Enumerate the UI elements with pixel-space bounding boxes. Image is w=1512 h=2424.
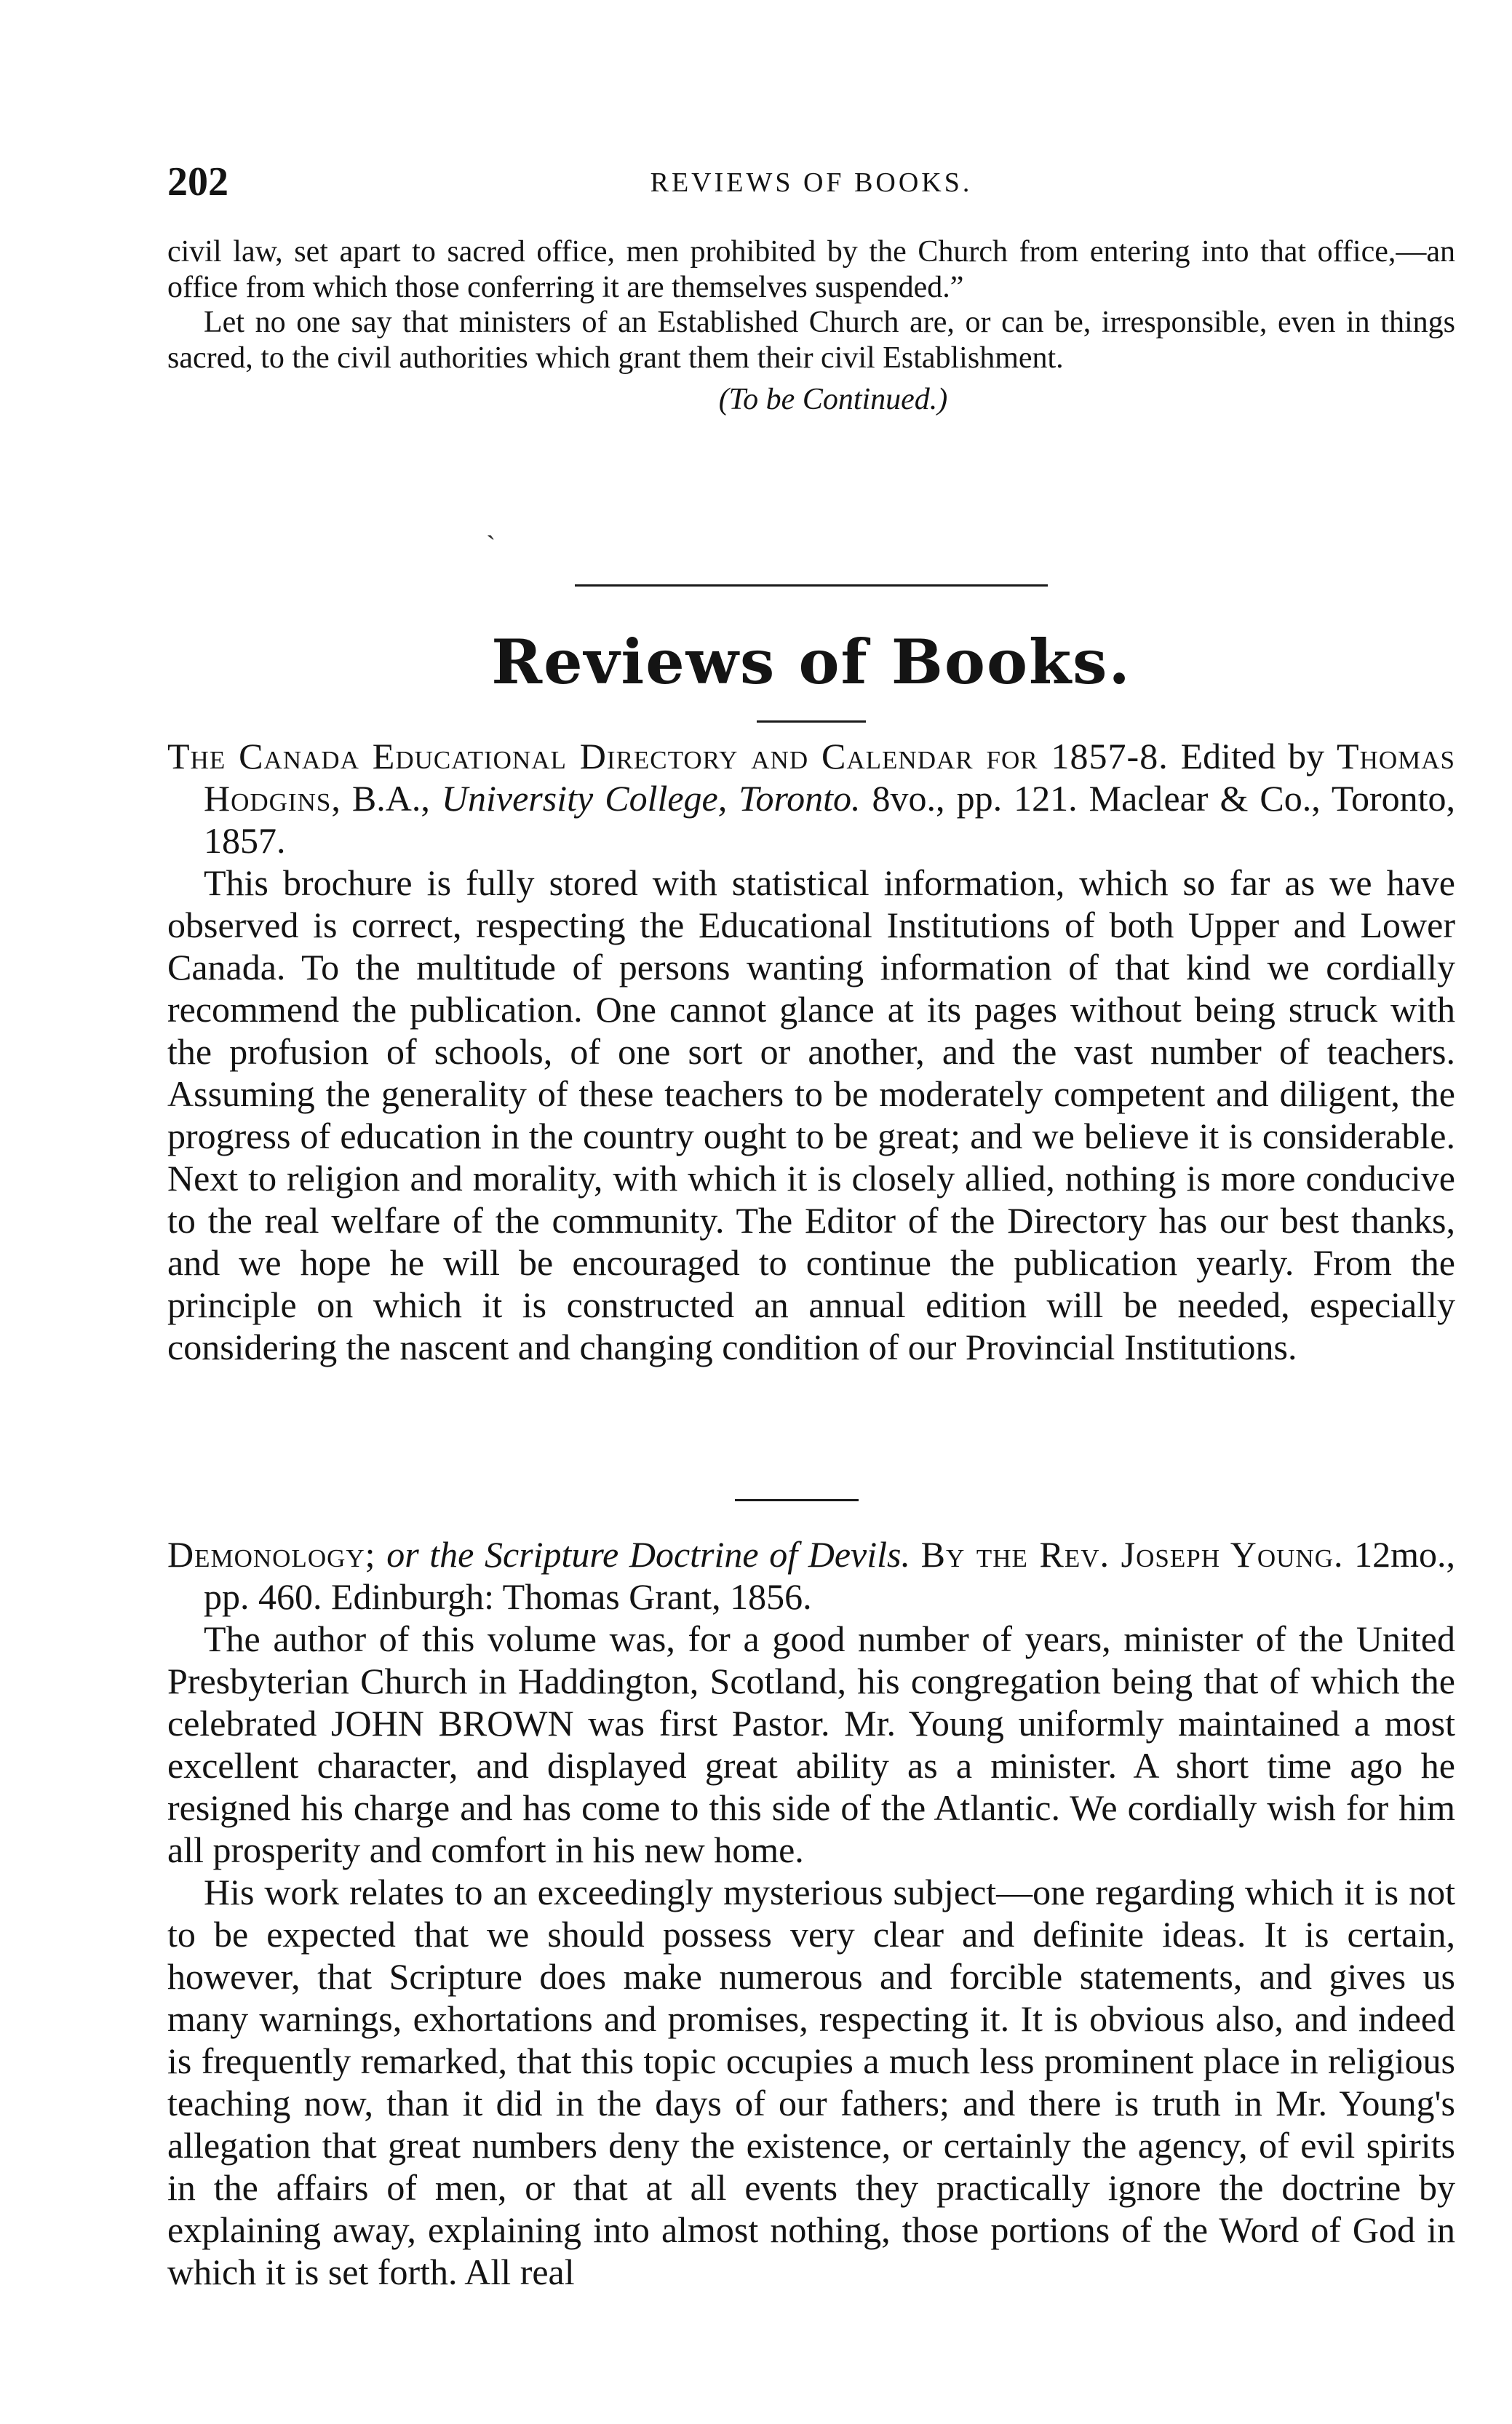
editor-name: Thomas Hodgins [204,736,1455,819]
divider-rule-middle [735,1499,859,1501]
to-be-continued-note: (To be Continued.) [718,383,948,416]
publication-details: 12mo., pp. 460. Edinburgh: Thomas Grant, 1856. [204,1534,1456,1617]
intro-paragraph-continuation: civil law, set apart to sacred office, men prohibited by the Church from entering into that office,—an office from which those conferring it are themselves suspended.” [167,235,1455,304]
book-title: Demonology; [167,1534,376,1575]
running-title: REVIEWS OF BOOKS. [650,167,973,198]
review-body-paragraph-1: The author of this volume was, for a good number of years, minister of the United Presbyterian Church in Haddington, Scotland, his congregation being that of which the celebrated JOHN BROWN was first Pastor. Mr. Young uniformly maintained a most excellent character, and displayed great ability as a minister. A short time ago he resigned his charge and has come to this side of the Atlantic. We cordially wish for him all prosperity and comfort in his new home. [167,1618,1455,1870]
running-head [167,156,1455,207]
review-body: This brochure is fully stored with statistical information, which so far as we have observed is correct, respecting the Educational Institutions of both Upper and Lower Canada. To the multitude of persons wanting information of that kind we cordially recommend the publication. One cannot glance at its pages without being struck with the profusion of schools, of one sort or another, and the vast number of teachers. Assuming the generality of these teachers to be moderately competent and diligent, the progress of education in the country ought to be great; and we believe it is considerable. Next to religion and morality, with which it is closely allied, nothing is more conducive to the real welfare of the community. The Editor of the Directory has our best thanks, and we hope he will be encouraged to continue the publication yearly. From the principle on which it is constructed an annual edition will be needed, especially considering the nascent and changing condition of our Provincial Institutions. [167,862,1455,1367]
editor-degree: , B.A., [331,778,430,819]
publication-details: 8vo., pp. 121. Maclear & Co., Toronto, 1857. [204,778,1456,861]
intro-paragraph: Let no one say that ministers of an Established Church are, or can be, irresponsible, even in things sacred, to the civil authorities which grant them their civil Establishment. [167,306,1455,375]
editor-affiliation: University College, Toronto. [441,778,861,819]
book-subtitle: or the Scripture Doctrine of Devils. [386,1534,910,1575]
page-number: 202 [167,159,228,204]
review-canada-directory [167,735,1455,1368]
stray-tick-mark: ˎ [486,507,496,540]
review-title [167,735,1455,862]
author-name: By the Rev. Joseph Young. [920,1534,1344,1575]
edited-by-label: Edited by [1180,736,1325,776]
section-heading: Reviews of Books. [491,626,1131,698]
divider-rule-heading [757,720,866,723]
review-body-paragraph-2: His work relates to an exceedingly mysterious subject—one regarding which it is not to be expected that we should possess very clear and definite ideas. It is certain, however, that Scripture does make numerous and forcible statements, and gives us many warnings, exhortations and promises, respecting it. It is obvious also, and indeed is frequently remarked, that this topic occupies a much less prominent place in religious teaching now, than it did in the days of our fathers; and there is truth in Mr. Young's allegation that great numbers deny the existence, or certainly the agency, of evil spirits in the affairs of men, or that at all events they practically ignore the doctrine by explaining away, explaining into almost nothing, those portions of the Word of God in which it is set forth. All real [167,1872,1455,2292]
intro-block [167,234,1455,418]
book-title: The Canada Educational Directory and Calendar for 1857-8. [167,736,1169,776]
divider-rule-top [575,584,1048,587]
review-title [167,1533,1455,1618]
review-demonology [167,1533,1455,2293]
